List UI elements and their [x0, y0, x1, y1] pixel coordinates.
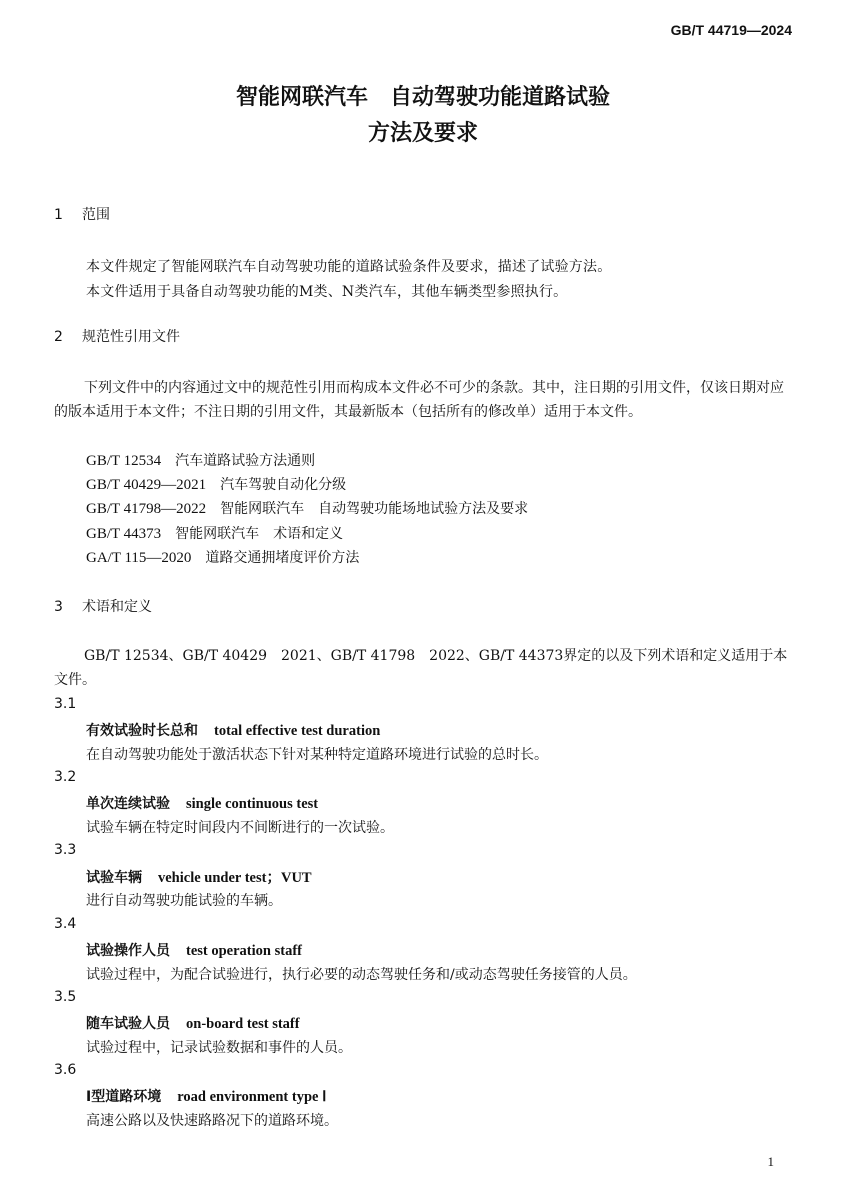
term-chinese: 试验操作人员: [86, 943, 170, 959]
reference-item: [86, 474, 346, 494]
reference-title: 汽车道路试验方法通则: [175, 453, 316, 469]
section-heading-terms-definitions: [54, 596, 152, 616]
term-chinese: 随车试验人员: [86, 1016, 170, 1032]
term-heading: [86, 793, 318, 813]
reference-item: [86, 450, 315, 470]
section-number: 1: [54, 207, 63, 223]
page-number: 1: [767, 1154, 774, 1169]
term-heading: [86, 940, 302, 960]
term-number: 3.5: [54, 989, 77, 1005]
document-title-line1: 智能网联汽车 自动驾驶功能道路试验: [235, 85, 610, 110]
term-heading: [86, 866, 312, 887]
reference-item: [86, 547, 359, 567]
term-number: 3.1: [54, 696, 77, 712]
reference-code: GA/T 115—2020: [86, 550, 192, 566]
section-heading-normative-references: [54, 326, 180, 346]
term-definition: 在自动驾驶功能处于激活状态下针对某种特定道路环境进行试验的总时长。: [86, 747, 548, 763]
term-number: 3.4: [54, 916, 77, 932]
terms-intro-paragraph: GB/T 12534、GB/T 40429 2021、GB/T 41798 2022、GB/T 44373界定的以及下列术语和定义适用于本文件。: [54, 648, 788, 688]
reference-title: 智能网联汽车 自动驾驶功能场地试验方法及要求: [220, 501, 529, 517]
reference-code: GB/T 40429—2021: [86, 477, 207, 493]
section-title: 规范性引用文件: [82, 329, 180, 345]
standard-number: GB/T 44719—2024: [670, 22, 792, 38]
scope-paragraph-1: 本文件规定了智能网联汽车自动驾驶功能的道路试验条件及要求，描述了试验方法。: [86, 259, 612, 275]
term-heading: [86, 1013, 300, 1033]
term-definition: 试验车辆在特定时间段内不间断进行的一次试验。: [86, 820, 394, 836]
reference-item: [86, 523, 343, 543]
term-number: 3.6: [54, 1062, 77, 1078]
term-definition: 试验过程中，记录试验数据和事件的人员。: [86, 1040, 352, 1056]
reference-title: 汽车驾驶自动化分级: [220, 477, 347, 493]
section-title: 术语和定义: [82, 599, 152, 615]
term-chinese: 试验车辆: [86, 870, 142, 886]
term-english: single continuous test: [186, 796, 319, 812]
reference-title: 智能网联汽车 术语和定义: [175, 526, 344, 542]
normative-intro-paragraph: 下列文件中的内容通过文中的规范性引用而构成本文件必不可少的条款。其中，注日期的引用文件，仅该日期对应的版本适用于本文件；不注日期的引用文件，其最新版本（包括所有的修改单）适用于本文件。: [54, 380, 784, 420]
term-heading: [86, 720, 380, 740]
term-english: test operation staff: [186, 943, 302, 959]
section-number: 2: [54, 329, 63, 345]
term-definition: 进行自动驾驶功能试验的车辆。: [86, 893, 282, 909]
reference-code: GB/T 41798—2022: [86, 501, 207, 517]
term-chinese: 单次连续试验: [86, 796, 170, 812]
term-english: vehicle under test；VUT: [158, 870, 312, 886]
reference-title: 道路交通拥堵度评价方法: [205, 550, 360, 566]
term-number: 3.3: [54, 842, 77, 858]
term-english: on-board test staff: [186, 1016, 300, 1032]
term-chinese: 有效试验时长总和: [86, 723, 198, 739]
term-definition: 高速公路以及快速路路况下的道路环境。: [86, 1113, 338, 1129]
term-definition: 试验过程中，为配合试验进行，执行必要的动态驾驶任务和/或动态驾驶任务接管的人员。: [86, 967, 637, 983]
reference-code: GB/T 44373: [86, 526, 162, 542]
section-heading-scope: [54, 204, 110, 224]
term-english: road environment type Ⅰ: [177, 1089, 327, 1105]
term-chinese: Ⅰ型道路环境: [86, 1089, 162, 1105]
term-heading: [86, 1086, 326, 1106]
document-title-line2: 方法及要求: [367, 121, 478, 146]
reference-item: [86, 498, 528, 518]
term-english: total effective test duration: [214, 723, 381, 739]
section-title: 范围: [82, 207, 110, 223]
reference-code: GB/T 12534: [86, 453, 162, 469]
term-number: 3.2: [54, 769, 77, 785]
scope-paragraph-2: 本文件适用于具备自动驾驶功能的M类、N类汽车，其他车辆类型参照执行。: [86, 284, 568, 300]
section-number: 3: [54, 599, 63, 615]
